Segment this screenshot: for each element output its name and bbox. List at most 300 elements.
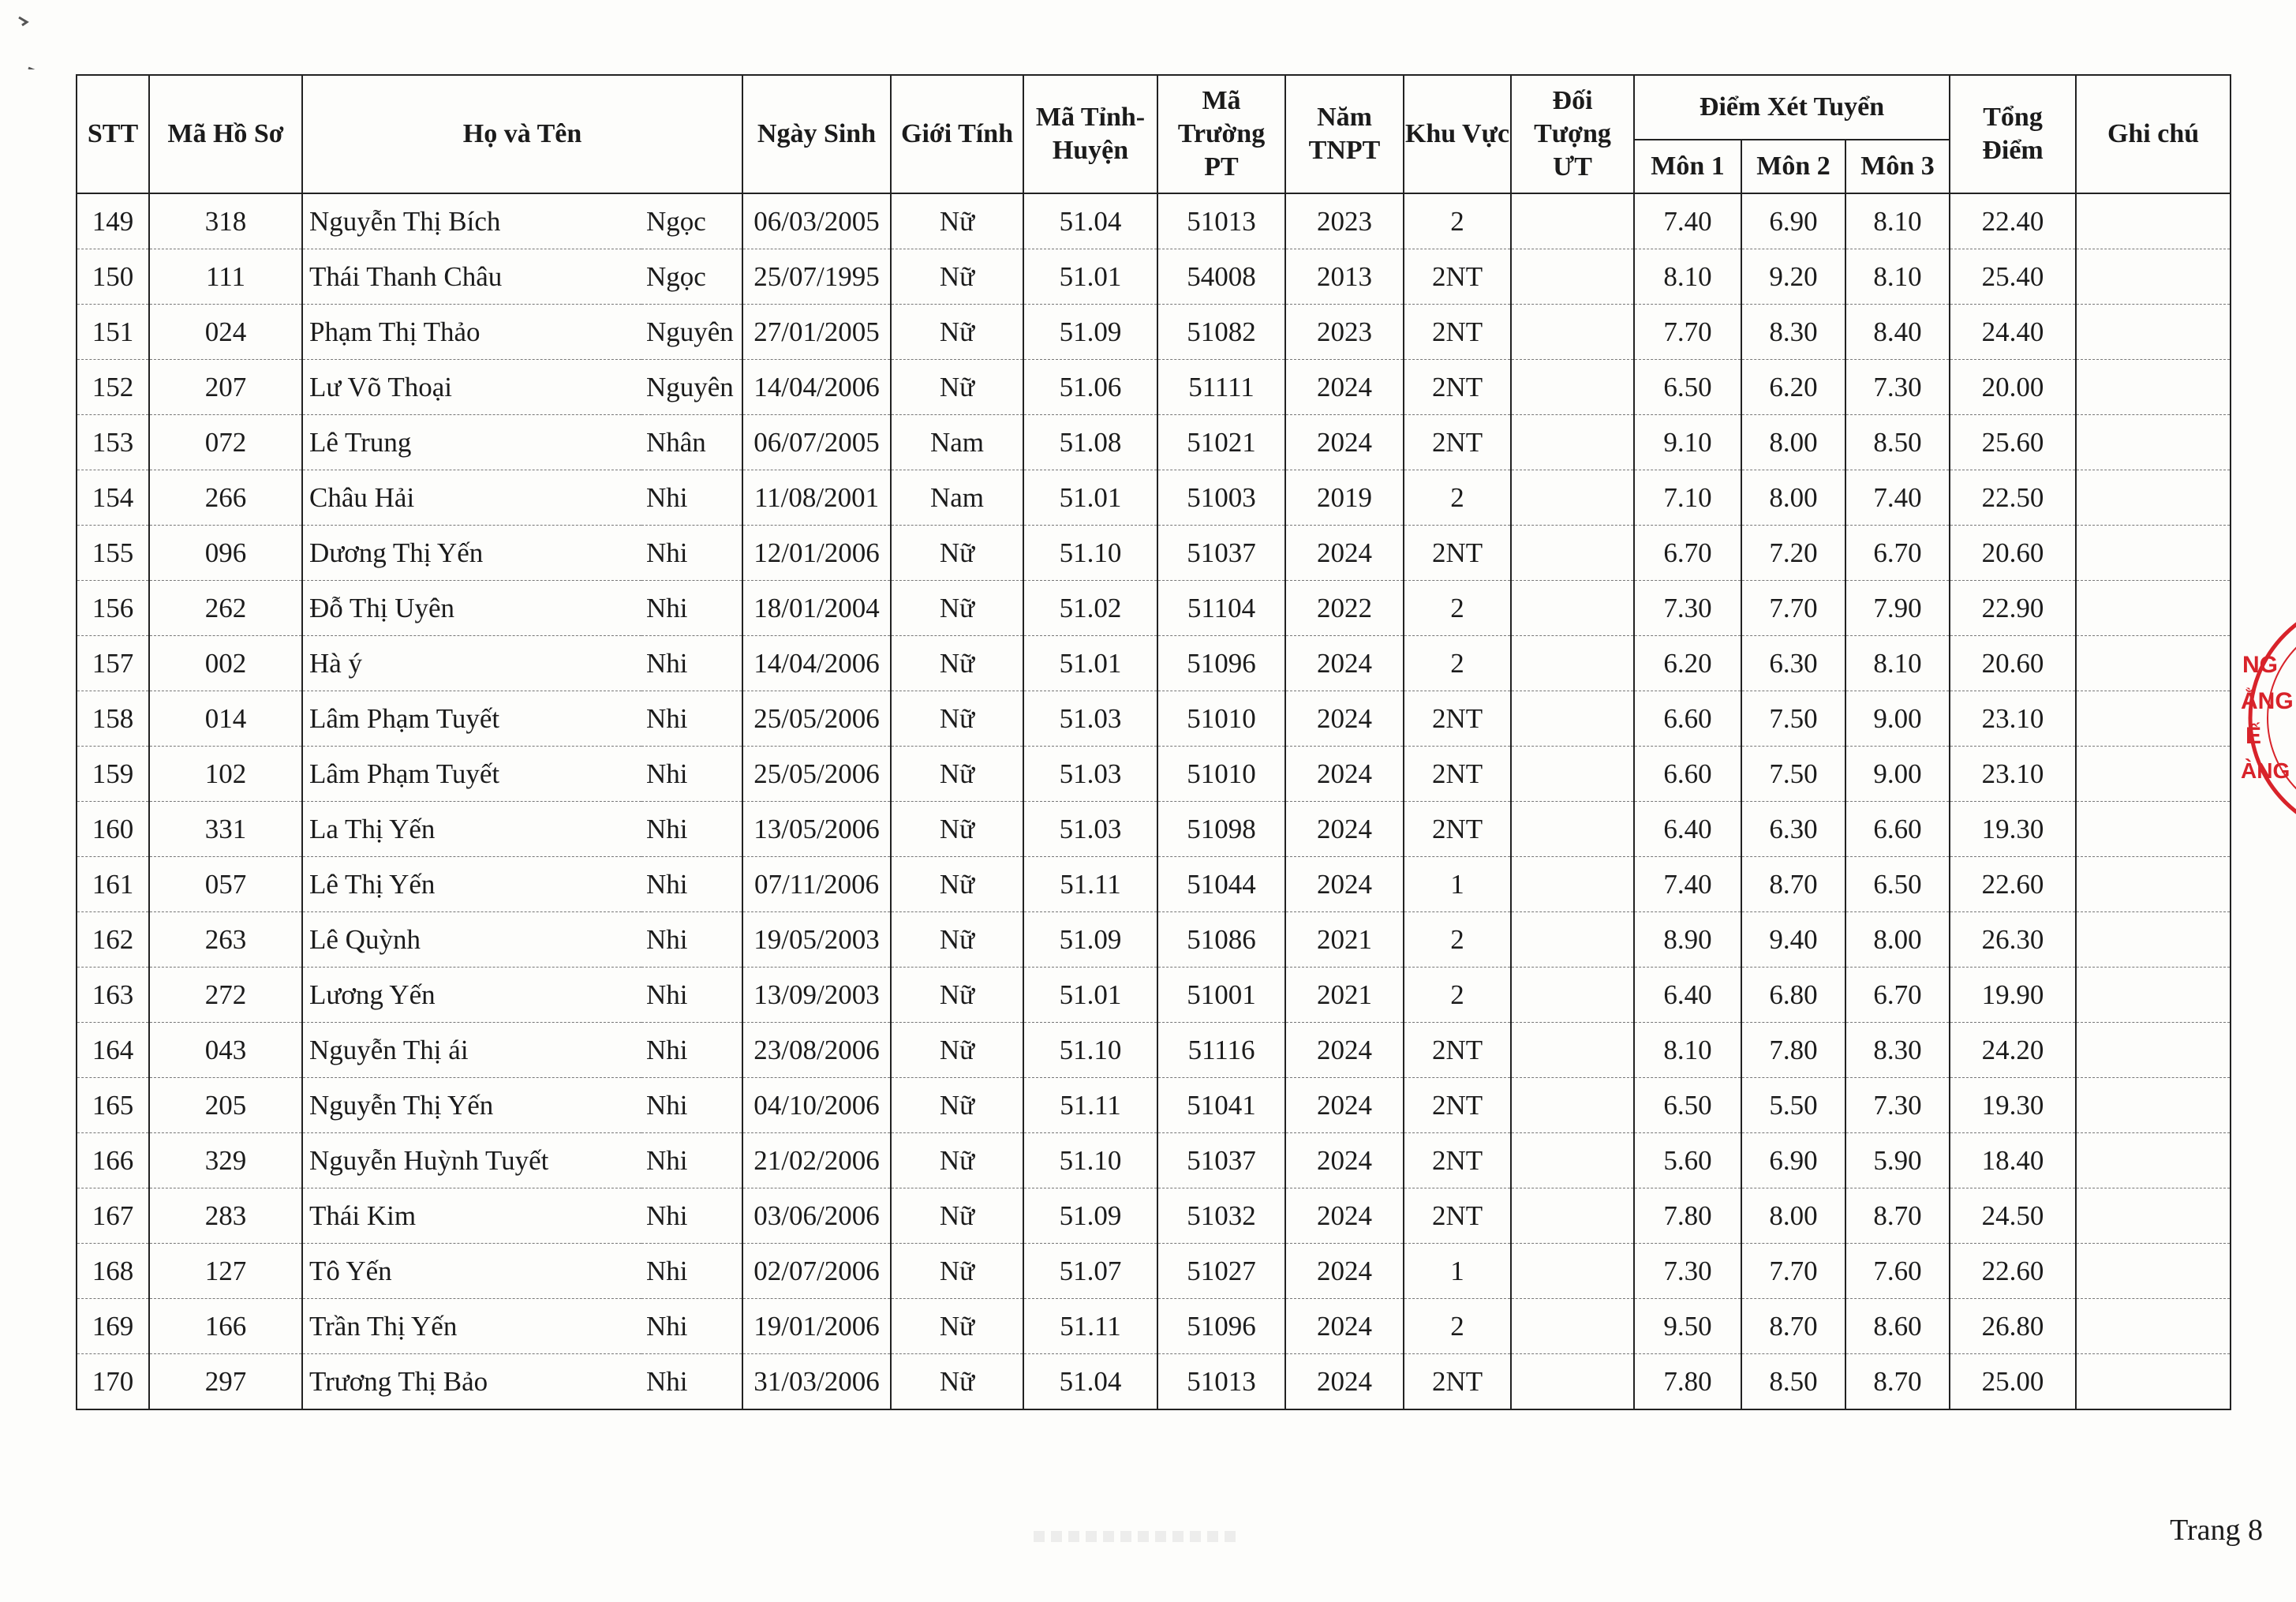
table-row bbox=[77, 747, 2231, 802]
cell-ghi-chu bbox=[2076, 802, 2231, 857]
cell-mon-1: 7.40 bbox=[1634, 857, 1741, 912]
cell-doi-tuong-ut bbox=[1511, 470, 1634, 526]
cell-ghi-chu bbox=[2076, 360, 2231, 415]
cell-ma-tinh-huyen: 51.10 bbox=[1023, 1023, 1157, 1078]
cell-tong-diem: 20.60 bbox=[1950, 636, 2076, 691]
cell-ma-truong-pt: 51086 bbox=[1157, 912, 1285, 968]
cell-doi-tuong-ut bbox=[1511, 747, 1634, 802]
table-row bbox=[77, 1133, 2231, 1188]
cell-gioi-tinh: Nữ bbox=[891, 691, 1023, 747]
table-row bbox=[77, 1299, 2231, 1354]
cell-mon-2: 6.30 bbox=[1741, 802, 1845, 857]
cell-mon-2: 6.90 bbox=[1741, 1133, 1845, 1188]
cell-ho-ten-dem: Nguyễn Thị Bích bbox=[302, 193, 641, 249]
cell-ten: Nhi bbox=[641, 747, 742, 802]
page-number: Trang 8 bbox=[2170, 1514, 2263, 1547]
cell-gioi-tinh: Nữ bbox=[891, 747, 1023, 802]
cell-ghi-chu bbox=[2076, 968, 2231, 1023]
cell-mon-3: 8.10 bbox=[1845, 193, 1950, 249]
header-ma-tinh-huyen: Mã Tỉnh-Huyện bbox=[1023, 75, 1157, 193]
cell-mon-1: 7.30 bbox=[1634, 1244, 1741, 1299]
cell-tong-diem: 22.60 bbox=[1950, 1244, 2076, 1299]
cell-ma-tinh-huyen: 51.10 bbox=[1023, 1133, 1157, 1188]
cell-mon-3: 8.10 bbox=[1845, 636, 1950, 691]
cell-ma-truong-pt: 51096 bbox=[1157, 1299, 1285, 1354]
cell-ten: Nhi bbox=[641, 1023, 742, 1078]
cell-ghi-chu bbox=[2076, 249, 2231, 305]
cell-ho-ten-dem: La Thị Yến bbox=[302, 802, 641, 857]
cell-tong-diem: 22.40 bbox=[1950, 193, 2076, 249]
cell-tong-diem: 19.30 bbox=[1950, 802, 2076, 857]
cell-ma-tinh-huyen: 51.09 bbox=[1023, 912, 1157, 968]
cell-ma-truong-pt: 51013 bbox=[1157, 1354, 1285, 1410]
cell-mon-1: 5.60 bbox=[1634, 1133, 1741, 1188]
cell-gioi-tinh: Nữ bbox=[891, 802, 1023, 857]
official-stamp-fragment bbox=[2234, 584, 2296, 852]
cell-ho-ten-dem: Lư Võ Thoại bbox=[302, 360, 641, 415]
cell-stt: 154 bbox=[77, 470, 149, 526]
cell-mon-2: 5.50 bbox=[1741, 1078, 1845, 1133]
cell-ten: Nhi bbox=[641, 1354, 742, 1410]
cell-tong-diem: 20.60 bbox=[1950, 526, 2076, 581]
cell-ma-tinh-huyen: 51.04 bbox=[1023, 1354, 1157, 1410]
cell-ma-truong-pt: 54008 bbox=[1157, 249, 1285, 305]
cell-mon-3: 5.90 bbox=[1845, 1133, 1950, 1188]
cell-ten: Nguyên bbox=[641, 305, 742, 360]
cell-tong-diem: 23.10 bbox=[1950, 747, 2076, 802]
cell-mon-2: 7.50 bbox=[1741, 691, 1845, 747]
cell-stt: 150 bbox=[77, 249, 149, 305]
cell-ho-ten-dem: Trần Thị Yến bbox=[302, 1299, 641, 1354]
cell-ho-ten-dem: Thái Kim bbox=[302, 1188, 641, 1244]
table-row bbox=[77, 305, 2231, 360]
cell-nam-tnpt: 2024 bbox=[1285, 1244, 1404, 1299]
cell-ngay-sinh: 04/10/2006 bbox=[742, 1078, 891, 1133]
cell-ma-ho-so: 014 bbox=[149, 691, 302, 747]
cell-ngay-sinh: 23/08/2006 bbox=[742, 1023, 891, 1078]
cell-ngay-sinh: 14/04/2006 bbox=[742, 636, 891, 691]
cell-mon-1: 7.80 bbox=[1634, 1354, 1741, 1410]
cell-nam-tnpt: 2024 bbox=[1285, 1354, 1404, 1410]
cell-stt: 170 bbox=[77, 1354, 149, 1410]
cell-ma-truong-pt: 51037 bbox=[1157, 526, 1285, 581]
header-ghi-chu: Ghi chú bbox=[2076, 75, 2231, 193]
cell-ten: Nhi bbox=[641, 470, 742, 526]
cell-ho-ten-dem: Trương Thị Bảo bbox=[302, 1354, 641, 1410]
cell-khu-vuc: 2NT bbox=[1404, 1133, 1511, 1188]
cell-gioi-tinh: Nữ bbox=[891, 249, 1023, 305]
cell-tong-diem: 24.50 bbox=[1950, 1188, 2076, 1244]
cell-gioi-tinh: Nam bbox=[891, 415, 1023, 470]
cell-ma-truong-pt: 51096 bbox=[1157, 636, 1285, 691]
cell-ten: Nhi bbox=[641, 1188, 742, 1244]
cell-mon-1: 7.80 bbox=[1634, 1188, 1741, 1244]
cell-ho-ten-dem: Lâm Phạm Tuyết bbox=[302, 691, 641, 747]
cell-mon-2: 7.70 bbox=[1741, 581, 1845, 636]
cell-stt: 162 bbox=[77, 912, 149, 968]
header-ho-va-ten: Họ và Tên bbox=[302, 75, 742, 193]
cell-ghi-chu bbox=[2076, 1133, 2231, 1188]
stamp-text-2: ẰNG bbox=[2241, 688, 2294, 714]
cell-ngay-sinh: 25/07/1995 bbox=[742, 249, 891, 305]
cell-mon-1: 7.30 bbox=[1634, 581, 1741, 636]
cell-mon-3: 8.70 bbox=[1845, 1188, 1950, 1244]
cell-ten: Nhi bbox=[641, 1299, 742, 1354]
cell-ten: Nhi bbox=[641, 581, 742, 636]
cell-mon-3: 7.30 bbox=[1845, 360, 1950, 415]
cell-ma-tinh-huyen: 51.11 bbox=[1023, 857, 1157, 912]
cell-ho-ten-dem: Châu Hải bbox=[302, 470, 641, 526]
cell-ghi-chu bbox=[2076, 691, 2231, 747]
cell-ten: Nhi bbox=[641, 912, 742, 968]
table-row bbox=[77, 802, 2231, 857]
cell-nam-tnpt: 2022 bbox=[1285, 581, 1404, 636]
cell-ma-truong-pt: 51044 bbox=[1157, 857, 1285, 912]
table-row bbox=[77, 912, 2231, 968]
cell-ho-ten-dem: Lê Quỳnh bbox=[302, 912, 641, 968]
cell-mon-3: 8.50 bbox=[1845, 415, 1950, 470]
cell-ma-tinh-huyen: 51.01 bbox=[1023, 636, 1157, 691]
cell-tong-diem: 20.00 bbox=[1950, 360, 2076, 415]
cell-doi-tuong-ut bbox=[1511, 802, 1634, 857]
cell-gioi-tinh: Nữ bbox=[891, 526, 1023, 581]
cell-ma-ho-so: 318 bbox=[149, 193, 302, 249]
cell-ten: Nhi bbox=[641, 802, 742, 857]
cell-ma-ho-so: 111 bbox=[149, 249, 302, 305]
header-gioi-tinh: Giới Tính bbox=[891, 75, 1023, 193]
cell-ma-truong-pt: 51001 bbox=[1157, 968, 1285, 1023]
cell-mon-3: 6.70 bbox=[1845, 968, 1950, 1023]
cell-mon-2: 8.50 bbox=[1741, 1354, 1845, 1410]
header-stt: STT bbox=[77, 75, 149, 193]
cell-mon-1: 8.90 bbox=[1634, 912, 1741, 968]
stamp-text-3: Ế bbox=[2246, 723, 2262, 749]
cell-nam-tnpt: 2019 bbox=[1285, 470, 1404, 526]
cell-ma-ho-so: 262 bbox=[149, 581, 302, 636]
cell-doi-tuong-ut bbox=[1511, 1078, 1634, 1133]
cell-ghi-chu bbox=[2076, 636, 2231, 691]
cell-doi-tuong-ut bbox=[1511, 1023, 1634, 1078]
cell-ho-ten-dem: Lương Yến bbox=[302, 968, 641, 1023]
cell-ten: Nhi bbox=[641, 1078, 742, 1133]
header-mon-1: Môn 1 bbox=[1634, 140, 1741, 193]
cell-tong-diem: 22.60 bbox=[1950, 857, 2076, 912]
cell-gioi-tinh: Nữ bbox=[891, 1078, 1023, 1133]
cell-gioi-tinh: Nữ bbox=[891, 1023, 1023, 1078]
cell-khu-vuc: 2NT bbox=[1404, 360, 1511, 415]
cell-mon-2: 8.30 bbox=[1741, 305, 1845, 360]
stamp-text-4: ÀNG bbox=[2241, 758, 2290, 783]
cell-tong-diem: 19.30 bbox=[1950, 1078, 2076, 1133]
cell-ma-truong-pt: 51041 bbox=[1157, 1078, 1285, 1133]
cell-doi-tuong-ut bbox=[1511, 691, 1634, 747]
cell-mon-1: 6.60 bbox=[1634, 747, 1741, 802]
cell-mon-1: 8.10 bbox=[1634, 249, 1741, 305]
cell-ma-truong-pt: 51010 bbox=[1157, 747, 1285, 802]
cell-ho-ten-dem: Dương Thị Yến bbox=[302, 526, 641, 581]
cell-ma-tinh-huyen: 51.11 bbox=[1023, 1299, 1157, 1354]
cell-ghi-chu bbox=[2076, 1354, 2231, 1410]
cell-ma-ho-so: 072 bbox=[149, 415, 302, 470]
cell-stt: 167 bbox=[77, 1188, 149, 1244]
cell-gioi-tinh: Nam bbox=[891, 470, 1023, 526]
cell-stt: 157 bbox=[77, 636, 149, 691]
cell-gioi-tinh: Nữ bbox=[891, 1299, 1023, 1354]
cell-nam-tnpt: 2024 bbox=[1285, 360, 1404, 415]
cell-mon-2: 6.20 bbox=[1741, 360, 1845, 415]
cell-ten: Nhi bbox=[641, 636, 742, 691]
cell-doi-tuong-ut bbox=[1511, 636, 1634, 691]
cell-nam-tnpt: 2024 bbox=[1285, 636, 1404, 691]
cell-gioi-tinh: Nữ bbox=[891, 305, 1023, 360]
cell-mon-1: 7.40 bbox=[1634, 193, 1741, 249]
cell-ho-ten-dem: Hà ý bbox=[302, 636, 641, 691]
table-row bbox=[77, 470, 2231, 526]
cell-ngay-sinh: 03/06/2006 bbox=[742, 1188, 891, 1244]
cell-khu-vuc: 1 bbox=[1404, 1244, 1511, 1299]
cell-ten: Nhi bbox=[641, 1133, 742, 1188]
cell-tong-diem: 22.90 bbox=[1950, 581, 2076, 636]
admission-results-table bbox=[76, 74, 2231, 1410]
cell-doi-tuong-ut bbox=[1511, 1133, 1634, 1188]
cell-ma-tinh-huyen: 51.03 bbox=[1023, 747, 1157, 802]
cell-mon-3: 8.40 bbox=[1845, 305, 1950, 360]
header-ngay-sinh: Ngày Sinh bbox=[742, 75, 891, 193]
table-row bbox=[77, 691, 2231, 747]
cell-mon-3: 7.90 bbox=[1845, 581, 1950, 636]
cell-mon-3: 8.00 bbox=[1845, 912, 1950, 968]
header-diem-xet-tuyen: Điểm Xét Tuyển bbox=[1634, 75, 1950, 140]
cell-khu-vuc: 2NT bbox=[1404, 1354, 1511, 1410]
cell-tong-diem: 24.20 bbox=[1950, 1023, 2076, 1078]
cell-mon-3: 6.50 bbox=[1845, 857, 1950, 912]
table-row bbox=[77, 636, 2231, 691]
cell-tong-diem: 23.10 bbox=[1950, 691, 2076, 747]
cell-stt: 152 bbox=[77, 360, 149, 415]
cell-stt: 163 bbox=[77, 968, 149, 1023]
cell-ho-ten-dem: Nguyễn Huỳnh Tuyết bbox=[302, 1133, 641, 1188]
cell-gioi-tinh: Nữ bbox=[891, 1133, 1023, 1188]
cell-ma-tinh-huyen: 51.06 bbox=[1023, 360, 1157, 415]
cell-nam-tnpt: 2023 bbox=[1285, 305, 1404, 360]
cell-doi-tuong-ut bbox=[1511, 912, 1634, 968]
cell-ma-truong-pt: 51010 bbox=[1157, 691, 1285, 747]
cell-mon-1: 7.70 bbox=[1634, 305, 1741, 360]
table-row bbox=[77, 968, 2231, 1023]
cell-mon-2: 8.00 bbox=[1741, 415, 1845, 470]
cell-mon-3: 6.60 bbox=[1845, 802, 1950, 857]
table-row bbox=[77, 1023, 2231, 1078]
cell-doi-tuong-ut bbox=[1511, 249, 1634, 305]
cell-gioi-tinh: Nữ bbox=[891, 1244, 1023, 1299]
cell-mon-3: 8.10 bbox=[1845, 249, 1950, 305]
cell-ma-ho-so: 043 bbox=[149, 1023, 302, 1078]
cell-doi-tuong-ut bbox=[1511, 526, 1634, 581]
header-tong-diem: Tổng Điểm bbox=[1950, 75, 2076, 193]
cell-ma-truong-pt: 51116 bbox=[1157, 1023, 1285, 1078]
cell-ten: Nguyên bbox=[641, 360, 742, 415]
cell-ngay-sinh: 11/08/2001 bbox=[742, 470, 891, 526]
cell-ma-truong-pt: 51111 bbox=[1157, 360, 1285, 415]
header-mon-2: Môn 2 bbox=[1741, 140, 1845, 193]
cell-nam-tnpt: 2024 bbox=[1285, 747, 1404, 802]
cell-mon-3: 7.60 bbox=[1845, 1244, 1950, 1299]
cell-ho-ten-dem: Lâm Phạm Tuyết bbox=[302, 747, 641, 802]
cell-doi-tuong-ut bbox=[1511, 1354, 1634, 1410]
cell-ma-truong-pt: 51013 bbox=[1157, 193, 1285, 249]
cell-ngay-sinh: 27/01/2005 bbox=[742, 305, 891, 360]
cell-nam-tnpt: 2021 bbox=[1285, 912, 1404, 968]
cell-ngay-sinh: 21/02/2006 bbox=[742, 1133, 891, 1188]
cell-gioi-tinh: Nữ bbox=[891, 1188, 1023, 1244]
cell-nam-tnpt: 2024 bbox=[1285, 857, 1404, 912]
table-row bbox=[77, 526, 2231, 581]
table-row bbox=[77, 1244, 2231, 1299]
cell-ho-ten-dem: Nguyễn Thị Yến bbox=[302, 1078, 641, 1133]
scan-corner-mark bbox=[16, 6, 47, 69]
cell-ma-truong-pt: 51104 bbox=[1157, 581, 1285, 636]
cell-tong-diem: 25.60 bbox=[1950, 415, 2076, 470]
cell-ma-truong-pt: 51027 bbox=[1157, 1244, 1285, 1299]
cell-mon-1: 6.60 bbox=[1634, 691, 1741, 747]
cell-ma-truong-pt: 51021 bbox=[1157, 415, 1285, 470]
cell-mon-3: 6.70 bbox=[1845, 526, 1950, 581]
table-row bbox=[77, 249, 2231, 305]
cell-ghi-chu bbox=[2076, 857, 2231, 912]
cell-ma-ho-so: 057 bbox=[149, 857, 302, 912]
cell-tong-diem: 18.40 bbox=[1950, 1133, 2076, 1188]
cell-nam-tnpt: 2024 bbox=[1285, 1299, 1404, 1354]
cell-mon-1: 6.50 bbox=[1634, 360, 1741, 415]
cell-ghi-chu bbox=[2076, 193, 2231, 249]
cell-stt: 153 bbox=[77, 415, 149, 470]
cell-ma-ho-so: 102 bbox=[149, 747, 302, 802]
cell-ten: Nhi bbox=[641, 968, 742, 1023]
cell-ma-ho-so: 263 bbox=[149, 912, 302, 968]
cell-ma-ho-so: 297 bbox=[149, 1354, 302, 1410]
cell-ngay-sinh: 06/03/2005 bbox=[742, 193, 891, 249]
cell-khu-vuc: 2NT bbox=[1404, 305, 1511, 360]
header-ma-ho-so: Mã Hồ Sơ bbox=[149, 75, 302, 193]
cell-stt: 160 bbox=[77, 802, 149, 857]
cell-mon-2: 9.20 bbox=[1741, 249, 1845, 305]
cell-mon-3: 7.40 bbox=[1845, 470, 1950, 526]
cell-gioi-tinh: Nữ bbox=[891, 857, 1023, 912]
table-row bbox=[77, 1188, 2231, 1244]
cell-ho-ten-dem: Tô Yến bbox=[302, 1244, 641, 1299]
cell-ghi-chu bbox=[2076, 526, 2231, 581]
cell-ho-ten-dem: Phạm Thị Thảo bbox=[302, 305, 641, 360]
cell-khu-vuc: 2 bbox=[1404, 912, 1511, 968]
cell-khu-vuc: 2 bbox=[1404, 968, 1511, 1023]
cell-ma-tinh-huyen: 51.03 bbox=[1023, 802, 1157, 857]
cell-ten: Nhân bbox=[641, 415, 742, 470]
cell-ghi-chu bbox=[2076, 912, 2231, 968]
cell-ten: Nhi bbox=[641, 1244, 742, 1299]
cell-mon-3: 9.00 bbox=[1845, 691, 1950, 747]
cell-ma-ho-so: 272 bbox=[149, 968, 302, 1023]
cell-doi-tuong-ut bbox=[1511, 415, 1634, 470]
cell-ma-truong-pt: 51003 bbox=[1157, 470, 1285, 526]
cell-gioi-tinh: Nữ bbox=[891, 193, 1023, 249]
table-row bbox=[77, 360, 2231, 415]
cell-tong-diem: 22.50 bbox=[1950, 470, 2076, 526]
cell-mon-2: 7.20 bbox=[1741, 526, 1845, 581]
cell-ho-ten-dem: Lê Thị Yến bbox=[302, 857, 641, 912]
cell-ma-truong-pt: 51037 bbox=[1157, 1133, 1285, 1188]
cell-ma-tinh-huyen: 51.04 bbox=[1023, 193, 1157, 249]
cell-stt: 151 bbox=[77, 305, 149, 360]
cell-doi-tuong-ut bbox=[1511, 305, 1634, 360]
cell-ngay-sinh: 19/01/2006 bbox=[742, 1299, 891, 1354]
cell-ma-tinh-huyen: 51.09 bbox=[1023, 305, 1157, 360]
cell-ngay-sinh: 19/05/2003 bbox=[742, 912, 891, 968]
cell-gioi-tinh: Nữ bbox=[891, 1354, 1023, 1410]
cell-mon-2: 8.70 bbox=[1741, 857, 1845, 912]
cell-mon-1: 6.40 bbox=[1634, 968, 1741, 1023]
cell-nam-tnpt: 2021 bbox=[1285, 968, 1404, 1023]
cell-mon-1: 9.50 bbox=[1634, 1299, 1741, 1354]
cell-tong-diem: 25.40 bbox=[1950, 249, 2076, 305]
header-ma-truong-pt: Mã Trường PT bbox=[1157, 75, 1285, 193]
cell-ngay-sinh: 06/07/2005 bbox=[742, 415, 891, 470]
cell-ma-truong-pt: 51082 bbox=[1157, 305, 1285, 360]
cell-ten: Nhi bbox=[641, 857, 742, 912]
cell-mon-2: 8.00 bbox=[1741, 470, 1845, 526]
table-header bbox=[77, 75, 2231, 193]
cell-mon-1: 6.20 bbox=[1634, 636, 1741, 691]
cell-mon-2: 9.40 bbox=[1741, 912, 1845, 968]
cell-ho-ten-dem: Thái Thanh Châu bbox=[302, 249, 641, 305]
cell-doi-tuong-ut bbox=[1511, 581, 1634, 636]
cell-ho-ten-dem: Lê Trung bbox=[302, 415, 641, 470]
cell-khu-vuc: 2NT bbox=[1404, 415, 1511, 470]
cell-ngay-sinh: 02/07/2006 bbox=[742, 1244, 891, 1299]
cell-stt: 159 bbox=[77, 747, 149, 802]
header-mon-3: Môn 3 bbox=[1845, 140, 1950, 193]
cell-khu-vuc: 2NT bbox=[1404, 249, 1511, 305]
header-doi-tuong-ut: Đối Tượng ƯT bbox=[1511, 75, 1634, 193]
cell-mon-1: 9.10 bbox=[1634, 415, 1741, 470]
cell-ma-tinh-huyen: 51.11 bbox=[1023, 1078, 1157, 1133]
cell-ma-ho-so: 266 bbox=[149, 470, 302, 526]
cell-ma-tinh-huyen: 51.01 bbox=[1023, 249, 1157, 305]
cell-mon-1: 6.40 bbox=[1634, 802, 1741, 857]
cell-ten: Ngọc bbox=[641, 249, 742, 305]
cell-ma-tinh-huyen: 51.01 bbox=[1023, 470, 1157, 526]
cell-khu-vuc: 2NT bbox=[1404, 747, 1511, 802]
cell-mon-2: 8.00 bbox=[1741, 1188, 1845, 1244]
cell-ho-ten-dem: Đỗ Thị Uyên bbox=[302, 581, 641, 636]
cell-ma-tinh-huyen: 51.03 bbox=[1023, 691, 1157, 747]
cell-nam-tnpt: 2024 bbox=[1285, 691, 1404, 747]
cell-doi-tuong-ut bbox=[1511, 1244, 1634, 1299]
cell-doi-tuong-ut bbox=[1511, 1188, 1634, 1244]
cell-mon-2: 8.70 bbox=[1741, 1299, 1845, 1354]
cell-ma-ho-so: 329 bbox=[149, 1133, 302, 1188]
cell-stt: 155 bbox=[77, 526, 149, 581]
cell-khu-vuc: 2 bbox=[1404, 1299, 1511, 1354]
cell-khu-vuc: 2NT bbox=[1404, 526, 1511, 581]
cell-stt: 169 bbox=[77, 1299, 149, 1354]
cell-nam-tnpt: 2024 bbox=[1285, 802, 1404, 857]
cell-khu-vuc: 2NT bbox=[1404, 1023, 1511, 1078]
stamp-text-1: NG bbox=[2242, 652, 2278, 678]
cell-khu-vuc: 2NT bbox=[1404, 802, 1511, 857]
cell-doi-tuong-ut bbox=[1511, 1299, 1634, 1354]
cell-ma-truong-pt: 51032 bbox=[1157, 1188, 1285, 1244]
cell-ngay-sinh: 25/05/2006 bbox=[742, 747, 891, 802]
